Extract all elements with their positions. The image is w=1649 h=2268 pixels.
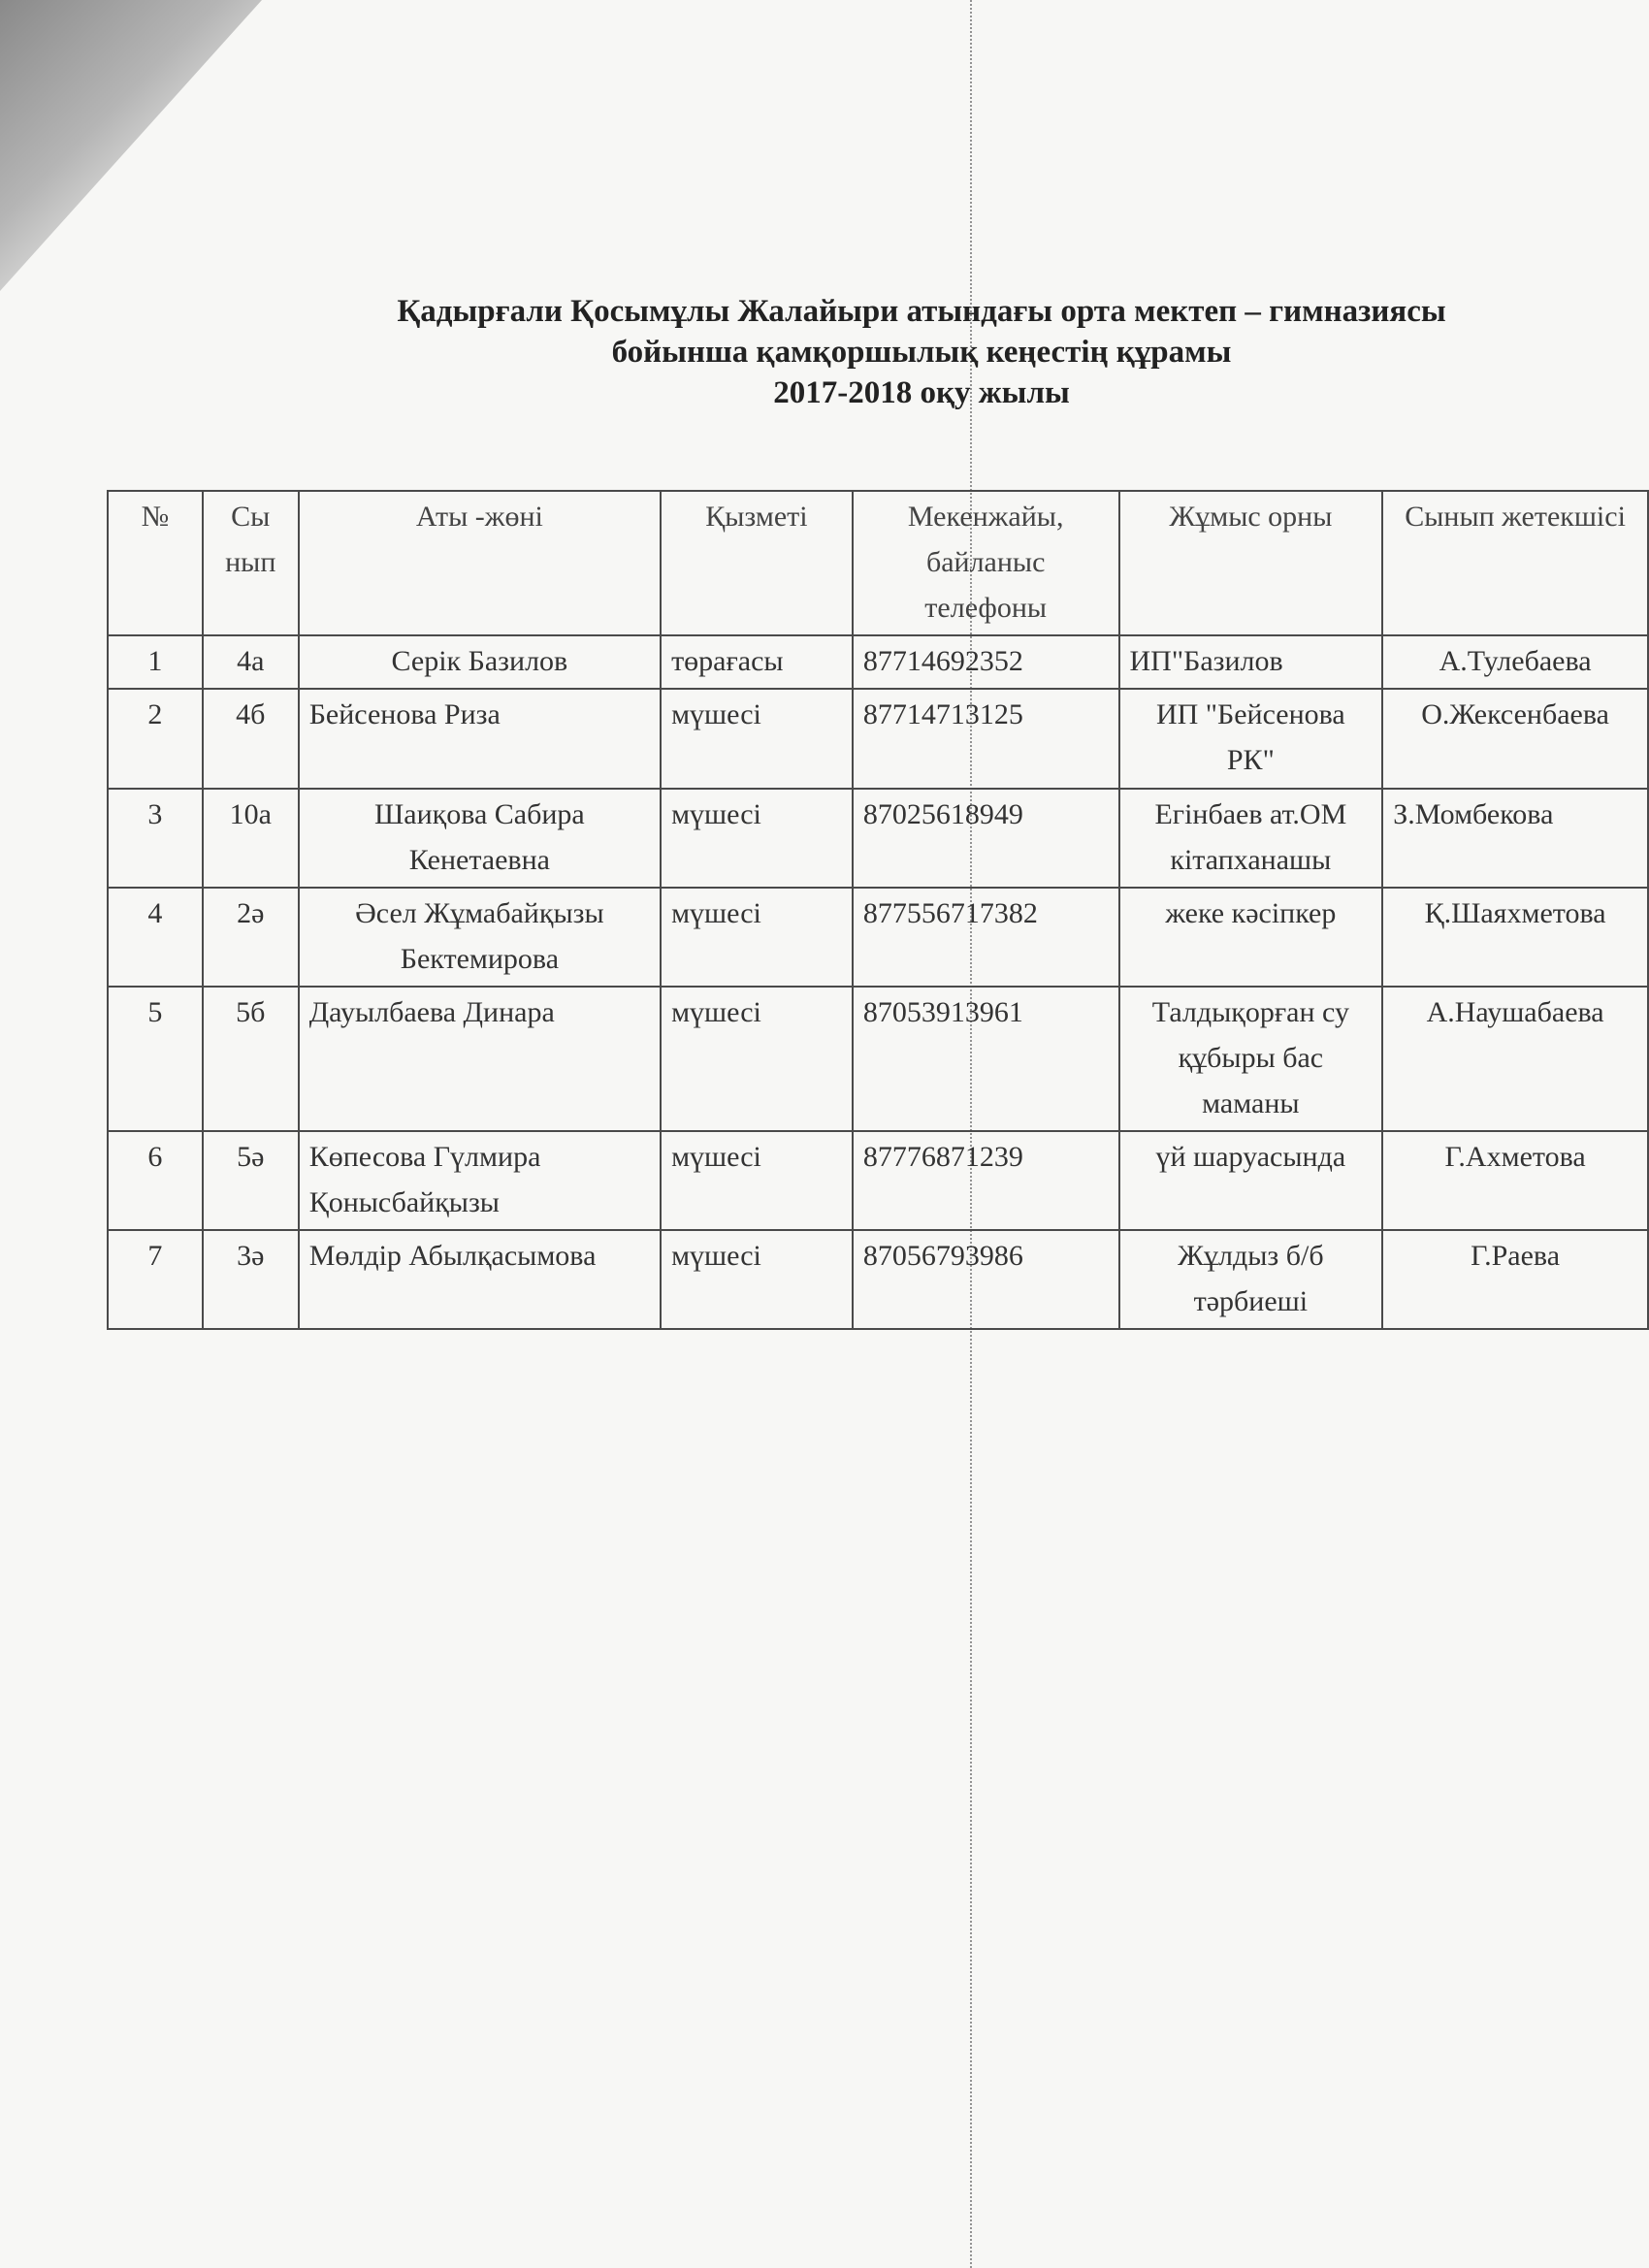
header-role: Қызметі <box>661 491 853 635</box>
row-name: Көпесова Гүлмира Қонысбайқызы <box>299 1131 661 1230</box>
row-name: Мөлдір Абылқасымова <box>299 1230 661 1329</box>
row-num: 3 <box>108 789 203 888</box>
header-num: № <box>108 491 203 635</box>
row-num: 6 <box>108 1131 203 1230</box>
row-name: Шаиқова Сабира Кенетаевна <box>299 789 661 888</box>
row-phone: 877556717382 <box>853 888 1119 987</box>
row-role: мүшесі <box>661 689 853 789</box>
row-phone: 87714692352 <box>853 635 1119 689</box>
council-members-table <box>107 490 1649 1330</box>
table-row <box>108 987 1648 1131</box>
row-work: Жұлдыз б/б тәрбиеші <box>1119 1230 1383 1329</box>
row-num: 2 <box>108 689 203 789</box>
row-name: Дауылбаева Динара <box>299 987 661 1131</box>
row-class: 4а <box>203 635 299 689</box>
title-line-1: Қадырғали Қосымұлы Жалайыри атындағы орта мектеп – гимназиясы <box>397 294 1446 329</box>
row-name: Серік Базилов <box>299 635 661 689</box>
row-num: 4 <box>108 888 203 987</box>
header-class: Сы нып <box>203 491 299 635</box>
row-role: мүшесі <box>661 888 853 987</box>
row-work: Талдықорған су құбыры бас маманы <box>1119 987 1383 1131</box>
table-header-row <box>108 491 1648 635</box>
row-role: мүшесі <box>661 987 853 1131</box>
row-role: мүшесі <box>661 1131 853 1230</box>
row-work: үй шаруасында <box>1119 1131 1383 1230</box>
table-row <box>108 635 1648 689</box>
row-class: 2ә <box>203 888 299 987</box>
row-phone: 87056793986 <box>853 1230 1119 1329</box>
row-name: Бейсенова Риза <box>299 689 661 789</box>
header-contact: Мекенжайы, байланыс телефоны <box>853 491 1119 635</box>
row-class: 4б <box>203 689 299 789</box>
table-row <box>108 888 1648 987</box>
row-phone: 87053913961 <box>853 987 1119 1131</box>
row-num: 5 <box>108 987 203 1131</box>
row-teacher: З.Момбекова <box>1382 789 1648 888</box>
row-num: 7 <box>108 1230 203 1329</box>
table-row <box>108 1131 1648 1230</box>
header-name: Аты -жөні <box>299 491 661 635</box>
table-row <box>108 1230 1648 1329</box>
row-num: 1 <box>108 635 203 689</box>
row-role: мүшесі <box>661 1230 853 1329</box>
row-teacher: Г.Раева <box>1382 1230 1648 1329</box>
row-work: Егінбаев ат.ОМ кітапханашы <box>1119 789 1383 888</box>
row-teacher: Г.Ахметова <box>1382 1131 1648 1230</box>
row-class: 10а <box>203 789 299 888</box>
row-work: жеке кәсіпкер <box>1119 888 1383 987</box>
row-name: Әсел Жұмабайқызы Бектемирова <box>299 888 661 987</box>
row-class: 5б <box>203 987 299 1131</box>
row-teacher: А.Наушабаева <box>1382 987 1648 1131</box>
row-class: 5ә <box>203 1131 299 1230</box>
title-line-2: бойынша қамқоршылық кеңестің құрамы <box>611 335 1232 370</box>
row-phone: 87025618949 <box>853 789 1119 888</box>
row-phone: 87714713125 <box>853 689 1119 789</box>
row-teacher: А.Тулебаева <box>1382 635 1648 689</box>
table-row <box>108 789 1648 888</box>
row-role: мүшесі <box>661 789 853 888</box>
row-work: ИП "Бейсенова РК" <box>1119 689 1383 789</box>
row-phone: 87776871239 <box>853 1131 1119 1230</box>
header-work: Жұмыс орны <box>1119 491 1383 635</box>
row-teacher: О.Жексенбаева <box>1382 689 1648 789</box>
document-title <box>291 291 1552 413</box>
scan-edge-shadow <box>0 0 262 291</box>
title-line-3: 2017-2018 оқу жылы <box>773 375 1070 410</box>
table-row <box>108 689 1648 789</box>
row-class: 3ә <box>203 1230 299 1329</box>
row-role: төрағасы <box>661 635 853 689</box>
row-work: ИП"Базилов <box>1119 635 1383 689</box>
header-teacher: Сынып жетекшісі <box>1382 491 1648 635</box>
row-teacher: Қ.Шаяхметова <box>1382 888 1648 987</box>
